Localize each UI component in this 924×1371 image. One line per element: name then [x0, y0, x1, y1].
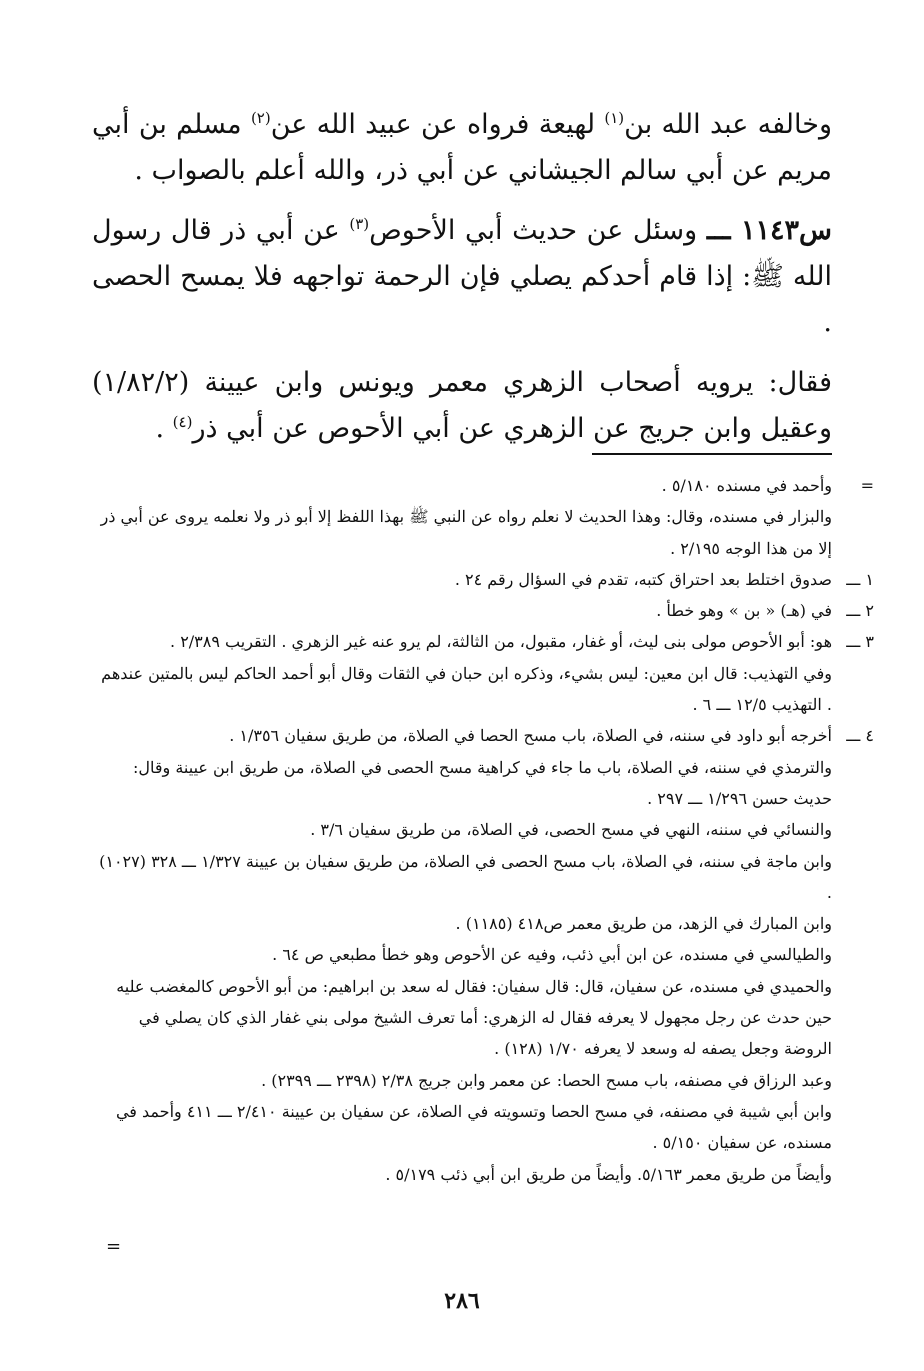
footnote-text: في (هـ) « بن » وهو خطأ . [656, 601, 832, 621]
footnote-line [92, 908, 832, 939]
footnote-text: والطيالسي في مسنده، عن ابن أبي ذئب، وفيه عن الأحوص وهو خطأ مطبعي ص ٦٤ . [272, 945, 832, 965]
question-paragraph [92, 208, 832, 346]
footnote-text: والنسائي في سننه، النهي في مسح الحصى، في الصلاة، من طريق سفيان ٣/٦ . [310, 820, 832, 840]
footnote-ref-1: (١) [604, 109, 625, 127]
text-run: مسلم بن أبي مريم عن أبي سالم الجيشاني عن أبي ذر، والله أعلم بالصواب . [92, 109, 832, 186]
footnote-text: وفي التهذيب: قال ابن معين: ليس بشيء، وذكره ابن حبان في الثقات وقال أبو أحمد الحاكم ليس بالمتين عندهم . التهذيب ١٢/٥ ـــ ٦ . [101, 663, 832, 715]
footnote-marker: = [860, 476, 874, 495]
footnote-line [92, 971, 832, 1065]
page-number: ٢٨٦ [444, 1288, 480, 1314]
footnote-marker: ٣ ـــ [846, 632, 874, 652]
paragraph-1 [92, 102, 832, 194]
footnote-text: وأحمد في مسنده ٥/١٨٠ . [661, 476, 832, 495]
question-number: س١١٤٣ ـــ [706, 215, 832, 246]
footnote-line [92, 752, 832, 815]
text-run: عن أبي ذر قال رسول الله ﷺ: إذا قام أحدكم يصلي فإن الرحمة تواجهه فلا يمسح الحصى . [92, 215, 832, 338]
footnote-text: هو: أبو الأحوص مولى بنى ليث، أو غفار، مقبول، من الثالثة، لم يرو عنه غير الزهري . التقريب ٢/٣٨٩ . [170, 632, 832, 652]
footnote-line [92, 939, 832, 970]
footnote-marker: ٢ ـــ [846, 601, 874, 621]
footnote-text: والترمذي في سننه، في الصلاة، باب ما جاء في كراهية مسح الحصى في الصلاة، من طريق ابن عيينة وقال: حديث حسن ١/٢٩٦ ـــ ٢٩٧ . [132, 757, 832, 808]
footnote-line [92, 846, 832, 909]
text-run: وخالفه عبد الله بن [624, 109, 832, 140]
text-run: لهيعة فرواه عن عبيد الله عن [270, 109, 605, 140]
footnote-line [92, 658, 832, 721]
footnote-text: وأيضاً من طريق معمر ٥/١٦٣. وأيضاً من طريق ابن أبي ذئب ٥/١٧٩ . [385, 1164, 832, 1184]
footnote-line [92, 1096, 832, 1159]
footnotes [92, 470, 874, 1190]
footnote-text: وعبد الرزاق في مصنفه، باب مسح الحصا: عن معمر وابن جريج ٢/٣٨ (٢٣٩٨ ـــ ٢٣٩٩) . [261, 1070, 832, 1090]
footnote-marker: ٤ ـــ [846, 726, 874, 746]
main-text [92, 102, 832, 466]
footnote-line [92, 1065, 832, 1096]
footnote-line [92, 501, 832, 564]
footnote-text: صدوق اختلط بعد احتراق كتبه، تقدم في السؤال رقم ٢٤ . [454, 569, 832, 589]
footnote-line [92, 720, 874, 751]
footnote-line [92, 470, 874, 501]
footnote-text: وابن المبارك في الزهد، من طريق معمر ص٤١٨ (١١٨٥) . [455, 914, 832, 934]
text-run: . [155, 413, 173, 444]
footnote-line [92, 1159, 832, 1190]
footnote-marker: ١ ـــ [846, 569, 874, 589]
footnote-text: والبزار في مسنده، وقال: وهذا الحديث لا نعلم رواه عن النبي ﷺ بهذا اللفظ إلا أبو ذر ولا نعلمه يروى عن أبي ذر إلا من هذا الوجه ٢/١٩٥ . [100, 507, 832, 558]
footnote-text: أخرجه أبو داود في سننه، في الصلاة، باب مسح الحصا في الصلاة، من طريق سفيان ١/٣٥٦ . [229, 726, 832, 746]
footnote-line [92, 595, 874, 626]
footnote-text: والحميدي في مسنده، عن سفيان، قال: قال سفيان: فقال له سعد بن ابراهيم: من أبو الأحوص كالمغضب عليه حين حدث عن رجل مجهول لا يعرفه فقال له الزهري: أما تعرف الشيخ مولى بني غفار الذي كان يصلي في الروضة وجعل يصفه له وسعد لا يعرفه ١/٧٠ (١٢٨) . [116, 976, 832, 1059]
footnote-line [92, 564, 874, 595]
footnote-text: وابن أبي شيبة في مصنفه، في مسح الحصا وتسويته في الصلاة، عن سفيان بن عيينة ٢/٤١٠ ـــ ٤١١ وأحمد في مسنده، عن سفيان ٥/١٥٠ . [115, 1101, 832, 1153]
footnote-ref-3: (٣) [349, 215, 370, 233]
footnote-separator [592, 453, 832, 455]
footnote-ref-2: (٢) [250, 109, 271, 127]
continuation-marker: = [106, 1236, 122, 1257]
footnote-text: وابن ماجة في سننه، في الصلاة، باب مسح الحصى في الصلاة، من طريق سفيان بن عيينة ١/٣٢٧ ـــ ٣٢٨ (١٠٢٧) . [99, 851, 832, 902]
footnote-ref-4: (٤) [172, 413, 193, 431]
footnote-line [92, 814, 832, 845]
answer-paragraph [92, 360, 832, 452]
text-run: وسئل عن حديث أبي الأحوص [369, 215, 707, 246]
text-run: فقال: يرويه أصحاب الزهري معمر ويونس وابن عيينة (١/٨٢/٢) وعقيل وابن جريج عن الزهري عن أبي الأحوص عن أبي ذر [92, 367, 832, 444]
footnote-line [92, 626, 874, 657]
